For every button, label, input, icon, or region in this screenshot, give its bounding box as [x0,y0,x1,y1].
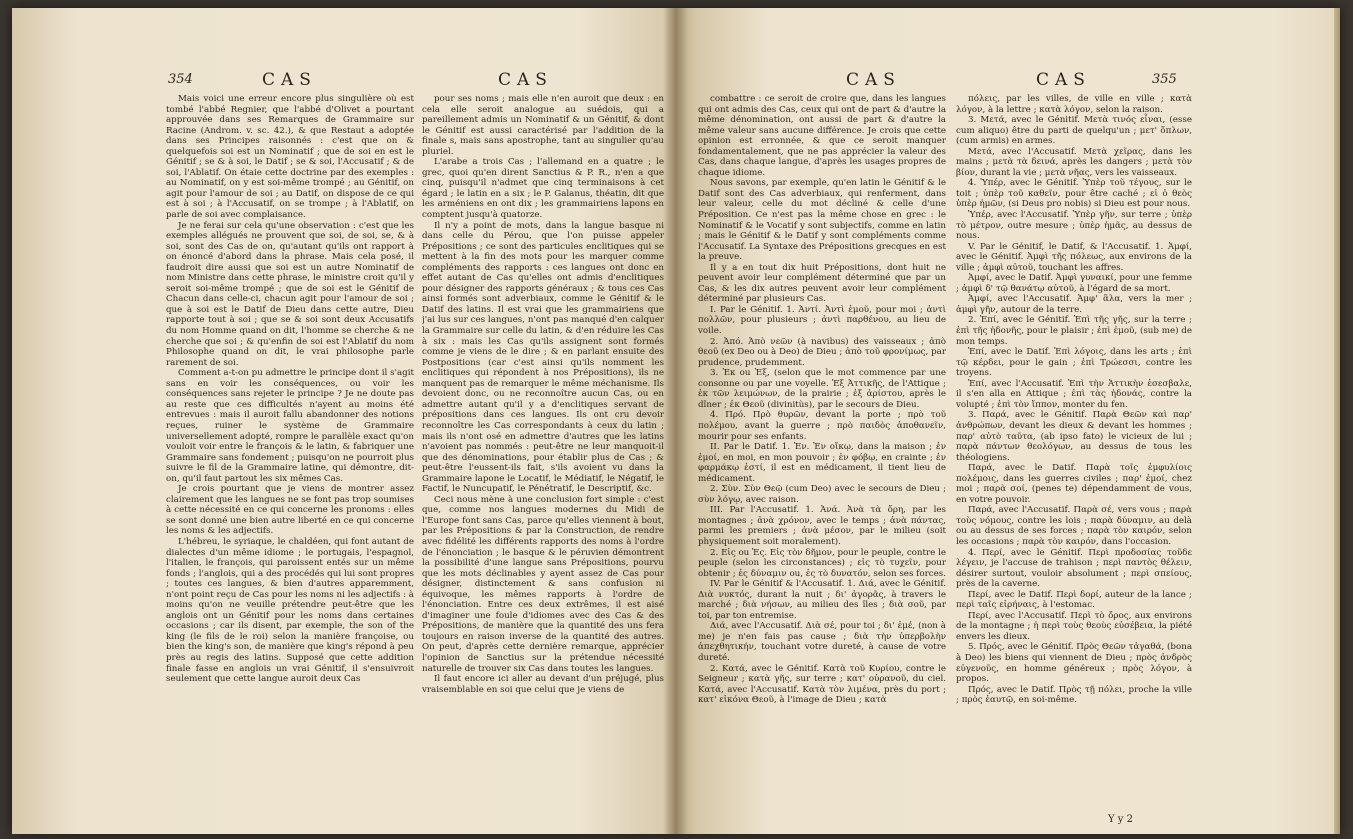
running-head-left: CAS [846,70,901,90]
paragraph: 3. Μετά, avec le Génitif. Μετὰ τινός εἶναι, (esse cum aliquo) être du parti de quelqu'un ; μετ' ὅπλων, (cum armis) en armes. [956,115,1192,147]
paragraph: 2. Σὺν. Σὺν Θεῷ (cum Deo) avec le secours de Dieu ; σὺν λόγῳ, avec raison. [698,484,946,505]
paragraph: Διά, avec l'Accusatif. Διὰ σέ, pour toi ; δι' ἐμέ, (non à me) je n'en fais pas cause ; διὰ τὴν ὑπερβολὴν ἀπεχθητικήν, touchant votre dureté, à cause de votre dureté. [698,621,946,663]
paragraph: Je crois pourtant que je viens de montrer assez clairement que les langues ne se font pas trop soumises à cette nécessité en ce qui concerne les pronoms : elles se sont donné une bien autre liberté en ce qui concerne les noms & les adjectifs. [166,484,414,537]
left-page [12,8,676,834]
paragraph: 2. Κατά, avec le Génitif. Κατὰ τοῦ Κυρίου, contre le Seigneur ; κατὰ γῆς, sur terre ; κατ' οὐρανοῦ, du ciel. Κατά, avec l'Accusatif. Κατὰ τὸν λιμένα, près du port ; κατ' εἰκόνα Θεοῦ, à l'image de Dieu ; κατὰ [698,663,946,706]
paragraph: L'hébreu, le syriaque, le chaldéen, qui font autant de dialectes d'un même idiome ; le portugais, l'espagnol, l'italien, le françois, qui paroissent entés sur un même fonds ; l'anglois, qui a des procédés qui lui sont propres ; toutes ces langues, & bien d'autres apparemment, n'ont point reçu de Cas pour les noms ni les adjectifs : à moins qu'on ne veuille prétendre peut-être que les anglois ont un Génitif pour les noms dans certaines occasions ; car ils disent, par exemple, the son of the king (le fils de le roi) selon la manière françoise, ou bien the king's son, de manière que king's répond à peu près au regis des latins. Supposé que cette addition finale fasse en anglois un vrai Génitif, il s'ensuivroit seulement que cette langue auroit deux Cas [166,536,414,685]
paragraph: Πρός, avec le Datif. Πρὸς τῇ πόλει, proche la ville ; πρὸς ἑαυτῷ, en soi-même. [956,684,1192,706]
paragraph: 2. Ἐπί, avec le Génitif. Ἐπὶ τῆς γῆς, sur la terre ; ἐπὶ τῆς ἡδονῆς, pour le plaisir ; ἐπὶ ἐμοῦ, (sub me) de mon temps. [956,315,1192,347]
text-column-1 [698,94,946,798]
paragraph: 2. Ἀπό. Ἀπὸ νεῶν (à navibus) des vaisseaux ; ἀπὸ θεοῦ (ex Deo ou à Deo) de Dieu ; ἀπὸ τοῦ φρονίμως, par prudence, prudemment. [698,336,946,368]
paragraph: Je ne ferai sur cela qu'une observation : c'est que les exemples allégués ne prouvent que soi, de soi, se, & à soi, sont des Cas de on, qu'autant qu'ils ont rapport à on énoncé d'abord dans la phrase. Mais cela posé, il faudroit dire aussi que soi est un autre Nominatif de nom Ministre dans cette phrase, le ministre croit qu'il y seroit soi-même trompé ; que de soi est le Génitif de Chacun dans celle-ci, chacun agit pour l'amour de soi ; que à soi est le Datif de Dieu dans cette autre, Dieu rapporte tout à soi ; que se & soi sont deux Accusatifs du nom Homme quand on dit, l'homme se cherche & ne cherche que soi ; & qu'enfin de soi est l'Ablatif du nom Philosophe quand on dit, le vrai philosophe parle rarement de soi. [166,220,414,368]
right-page [676,8,1340,834]
paragraph: Mais voici une erreur encore plus singulière où est tombé l'abbé Regnier, que l'abbé d'Olivet a pourtant approuvée dans ses Remarques de Grammaire sur Racine (Androm. v. sc. 42.), & que Restaut a adoptée dans ses Principes raisonnés : c'est que on & quelquefois soi est un Nominatif ; que de soi en est le Génitif ; se & à soi, le Datif ; se & soi, l'Accusatif ; & de soi, l'Ablatif. On étaie cette doctrine par des exemples : au Nominatif, on y est soi-même trompé ; au Génitif, on agit pour l'amour de soi ; au Datif, on dispose de ce qui est à soi ; à l'Accusatif, on se trompe ; à l'Ablatif, on parle de soi avec complaisance. [166,94,414,221]
paragraph: 3. Ἐκ ou Ἐξ, (selon que le mot commence par une consonne ou par une voyelle. Ἐξ Ἀττικῆς, de l'Attique ; ἐκ τῶν λειμώνων, de la prairie ; ἐξ ἀρίστου, après le dîner ; ἐκ Θεοῦ (divinitùs), par le secours de Dieu. [698,368,946,410]
page-edge [1334,8,1340,834]
paragraph: Ὑπέρ, avec l'Accusatif. Ὑπὲρ γῆν, sur terre ; ὑπὲρ τὸ μέτρον, outre mesure ; ὑπὲρ ἡμᾶς, au dessus de nous. [956,210,1192,242]
paragraph: Παρά, avec l'Accusatif. Παρὰ σέ, vers vous ; παρὰ τοὺς νόμους, contre les lois ; παρὰ δύναμιν, au delà ou au dessus de ses forces ; παρὰ τὸν καιρόν, selon les occasions ; παρὰ τὸν καιρόν, dans l'occasion. [956,505,1192,547]
paragraph: Il n'y a point de mots, dans la langue basque ni dans celle du Pérou, que l'on puisse appeler Prépositions ; ce sont des particules enclitiques qui se mettent à la fin des mots pour les marquer comme compléments des rapports : ces langues ont donc en effet autant de Cas qu'elles ont admis d'enclitiques pour désigner des rapports généraux ; & tous ces Cas ainsi formés sont adverbiaux, comme le Génitif & le Datif des latins. Il est vrai que les grammairiens que j'ai lus sur ces langues, n'ont pas manqué d'en calquer la Grammaire sur celle du latin, & d'en réduire les Cas à six : mais les Cas qu'ils assignent sont formés comme je viens de le dire ; & en parlant ensuite des Postpositions (car c'est ainsi qu'ils nomment les enclitiques qui répondent à nos Prépositions), ils ne manquent pas de remarquer le même méchanisme. Ils devoient donc, ou ne reconnoître aucun Cas, ou en admettre autant qu'il y a d'enclitiques servant de prépositions dans ces langues. Ils ont cru devoir reconnoître les Cas correspondants à ceux du latin ; mais ils n'ont osé en admettre d'autres que les latins n'avoient pas nommés : peut-être ne leur manquoit-il que des dénominations, pour établir plus de Cas ; & peut-être l'eussent-ils fait, s'ils avoient vu dans la Grammaire lapone le Locatif, le Médiatif, le Négatif, le Factif, le Nuncupatif, le Pénétratif, le Descriptif, &c. [422,220,664,495]
page-number: 355 [1152,72,1177,87]
paragraph: Ἀμφί, avec l'Accusatif. Ἀμφ' ἅλα, vers la mer ; ἀμφὶ γῆν, autour de la terre. [956,294,1192,315]
paragraph: I. Par le Génitif. 1. Ἀντί. Ἀντὶ ἐμοῦ, pour moi ; ἀντὶ πολλῶν, pour plusieurs ; ἀντὶ παρθένου, au lieu de voile. [698,304,946,337]
paragraph: 2. Εἰς ou Ἐς. Εἰς τὸν δῆμον, pour le peuple, contre le peuple (selon les circonstances) ; εἰς τὸ τυχεῖν, pour obtenir ; ἐς δύναμιν ou, ἐς τὸ δυνατόν, selon ses forces. [698,547,946,579]
paragraph: Ceci nous mène à une conclusion fort simple : c'est que, comme nos langues modernes du Midi de l'Europe font sans Cas, parce qu'elles viennent à bout, par les Prépositions & par la Construction, de rendre avec fidélité les différents rapports des noms à l'ordre de l'énonciation ; le basque & le péruvien démontrent la possibilité d'une langue sans Prépositions, pourvu que les mots déclinables y ayent assez de Cas pour désigner, distinctement & sans confusion ni équivoque, les mêmes rapports à l'ordre de l'énonciation. Entre ces deux extrêmes, il est aisé d'imaginer une foule d'idiomes avec des Cas & des Prépositions, de manière que la quantité des uns fera toujours en raison inverse de la quantité des autres. On peut, d'après cette dernière remarque, apprécier l'opinion de Sanctius sur la prétendue nécessité naturelle de trouver six Cas dans toutes les langues. [422,494,664,674]
paragraph: 4. Περί, avec le Génitif. Περὶ προδοσίας τοῦδε λέγειν, je l'accuse de trahison ; περὶ παντὸς θέλειν, désirer surtout, vouloir absolument ; περὶ σπείους, près de la caverne. [956,547,1192,590]
paragraph: combattre : ce seroit de croire que, dans les langues qui ont admis des Cas, ceux qui ont de part & d'autre la même dénomination, ont aussi de part & d'autre la même valeur sans aucune différence. Je crois que cette opinion est erronnée, & que ce seroit manquer fondamentalement, que ne pas apprécier la valeur des Cas, dans chaque langue, d'après les usages propres de chaque idiome. [698,94,946,178]
paragraph: Ἐπί, avec l'Accusatif. Ἐπὶ τὴν Ἀττικὴν ἐσεσβαλε, il s'en alla en Attique ; ἐπὶ τὰς ἡδονάς, contre la volupté ; ἐπὶ τὸν ἴππον, monter du fen. [956,378,1192,410]
paragraph: V. Par le Génitif, le Datif, & l'Accusatif. 1. Ἀμφί, avec le Génitif. Ἀμφὶ τῆς πόλεως, aux environs de la ville ; ἀμφὶ αὐτοῦ, touchant les affres. [956,241,1192,273]
signature-mark: Y y 2 [1108,814,1133,825]
paragraph: IV. Par le Génitif & l'Accusatif. 1. Διά, avec le Génitif. Διὰ νυκτός, durant la nuit ; δι' ἀγορᾶς, à travers le marché ; διὰ νήσων, au milieu des îles ; διὰ σοῦ, par toi, par ton entremise. [698,579,946,621]
text-column-2 [422,94,664,798]
paragraph: Comment a-t-on pu admettre le principe dont il s'agit sans en voir les conséquences, ou voir les conséquences sans rejeter le principe ? Je ne doute pas au reste que ces difficultés n'ayent au moins été entrevues : mais il auroit fallu abandonner des notions reçues, ruiner le système de Grammaire universellement adopté, rompre le parallèle exact qu'on vouloit voir entre le françois & le latin, & fabriquer une Grammaire sans fondement ; puisqu'on ne pourroit plus suivre le fil de la Grammaire latine, qui démontre, dit-on, qu'il faut partout les six mêmes Cas. [166,368,414,484]
paragraph: III. Par l'Accusatif. 1. Ἀνά. Ἀνὰ τὰ ὄρη, par les montagnes ; ἀνὰ χρόνον, avec le temps ; ἀνὰ πάντας, parmi les premiers ; ἀνὰ μέσον, par le milieu (soit physiquement soit moralement). [698,505,946,547]
paragraph: II. Par le Datif. 1. Ἐν. Ἐν οἴκῳ, dans la maison ; ἐν ἐμοί, en moi, en mon pouvoir ; ἐν φόβῳ, en crainte ; ἐν φαρμάκῳ ἐστί, il est en médicament, il tient lieu de médicament. [698,442,946,484]
running-head-right: CAS [498,70,553,90]
paragraph: 3. Παρά, avec le Génitif. Παρὰ Θεῶν καὶ παρ' ἀνθρώπων, devant les dieux & devant les hommes ; παρ' αὐτὸ ταῦτα, (ab ipso fato) le vicieux de lui ; παρὰ πάντων θεολόγων, au dessus de tous les théologiens. [956,410,1192,463]
page-number: 354 [168,72,193,87]
paragraph: Περί, avec le Datif. Περὶ δορί, auteur de la lance ; περὶ ταῖς εἰρήναις, à l'estomac. [956,589,1192,611]
paragraph: Παρά, avec le Datif. Παρὰ τοῖς ἐμφυλίοις πολέμοις, dans les guerres civiles ; παρ' ἐμοί, chez moi ; παρὰ σοί, (penes te) dépendamment de vous, en votre pouvoir. [956,463,1192,505]
paragraph: Ἀμφί, avec le Datif. Ἀμφὶ γυναικί, pour une femme ; ἀμφὶ δ' τῷ θανάτῳ αὐτοῦ, à l'égard de sa mort. [956,273,1192,294]
running-head-left: CAS [262,70,317,90]
text-column-2 [956,94,1192,798]
paragraph: pour ses noms ; mais elle n'en auroit que deux : en cela elle seroit analogue au suédois, qui a pareillement admis un Nominatif & un Génitif, & dont le Génitif est aussi caractérisé par l'addition de la finale s, mais sans apostrophe, tant au singulier qu'au pluriel. [422,94,664,157]
paragraph: Il faut encore ici aller au devant d'un préjugé, plus vraisemblable en soi que celui que je viens de [422,674,664,695]
paragraph: 4. Πρό. Πρὸ θυρῶν, devant la porte ; πρὸ τοῦ πολέμου, avant la guerre ; πρὸ παιδὸς ἀποθανεῖν, mourir pour ses enfants. [698,410,946,442]
paragraph: Ἐπί, avec le Datif. Ἐπὶ λόγοις, dans les arts ; ἐπὶ τῷ κέρδει, pour le gain ; ἐπὶ Τρώεσσι, contre les troyens. [956,347,1192,379]
book-gutter [664,8,688,834]
paragraph: Nous savons, par exemple, qu'en latin le Génitif & le Datif sont des Cas adverbiaux, qui renferment, dans leur valeur, celle du mot décliné & celle d'une Préposition. Ce n'est pas la même chose en grec : le Nominatif & le Vocatif y sont subjectifs, comme en latin ; mais le Génitif & le Datif y sont compléments comme l'Accusatif. La Syntaxe des Prépositions grecques en est la preuve. [698,178,946,263]
book-spread [12,8,1340,834]
paragraph: πόλεις, par les villes, de ville en ville ; κατὰ λόγον, à la lettre ; κατὰ λόγον, selon la raison. [956,94,1192,115]
paragraph: L'arabe a trois Cas ; l'allemand en a quatre ; le grec, quoi qu'en dirent Sanctius & P. R., n'en a que cinq, puisqu'il n'admet que cinq terminaisons à cet égard ; le latin en a six ; le P. Galanus, théatin, dit que les arméniens en ont dix ; les grammairiens lapons en comptent jusqu'à quatorze. [422,157,664,221]
paragraph: Μετά, avec l'Accusatif. Μετὰ χεῖρας, dans les mains ; μετὰ τὰ δεινά, après les dangers ; μετὰ τὸν βίον, durant la vie ; μετὰ νῆας, vers les vaisseaux. [956,146,1192,178]
running-head-right: CAS [1036,70,1091,90]
paragraph: 5. Πρός, avec le Génitif. Πρὸς Θεῶν τἀγαθά, (bona à Deo) les biens qui viennent de Dieu ; πρὸς ἀνδρὸς εὐγενοῦς, en homme généreux ; πρὸς λόγον, à propos. [956,642,1192,685]
paragraph: 4. Ὑπέρ, avec le Génitif. Ὑπὲρ τοῦ τέγους, sur le toit ; ὑπὲρ τοῦ καθεῖν, pour être caché ; εἰ ὁ θεὸς ὑπὲρ ἡμῶν, (si Deus pro nobis) si Dieu est pour nous. [956,178,1192,210]
paragraph: Il y a en tout dix huit Prépositions, dont huit ne peuvent avoir leur complément déterminé que par un Cas, & les dix autres peuvent avoir leur complément déterminé par plusieurs Cas. [698,262,946,305]
paragraph: Περί, avec l'Accusatif. Περὶ τὸ ὄρος, aux environs de la montagne ; ἡ περὶ τοὺς θεοὺς εὐσέβεια, la piété envers les dieux. [956,610,1192,642]
text-column-1 [166,94,414,798]
